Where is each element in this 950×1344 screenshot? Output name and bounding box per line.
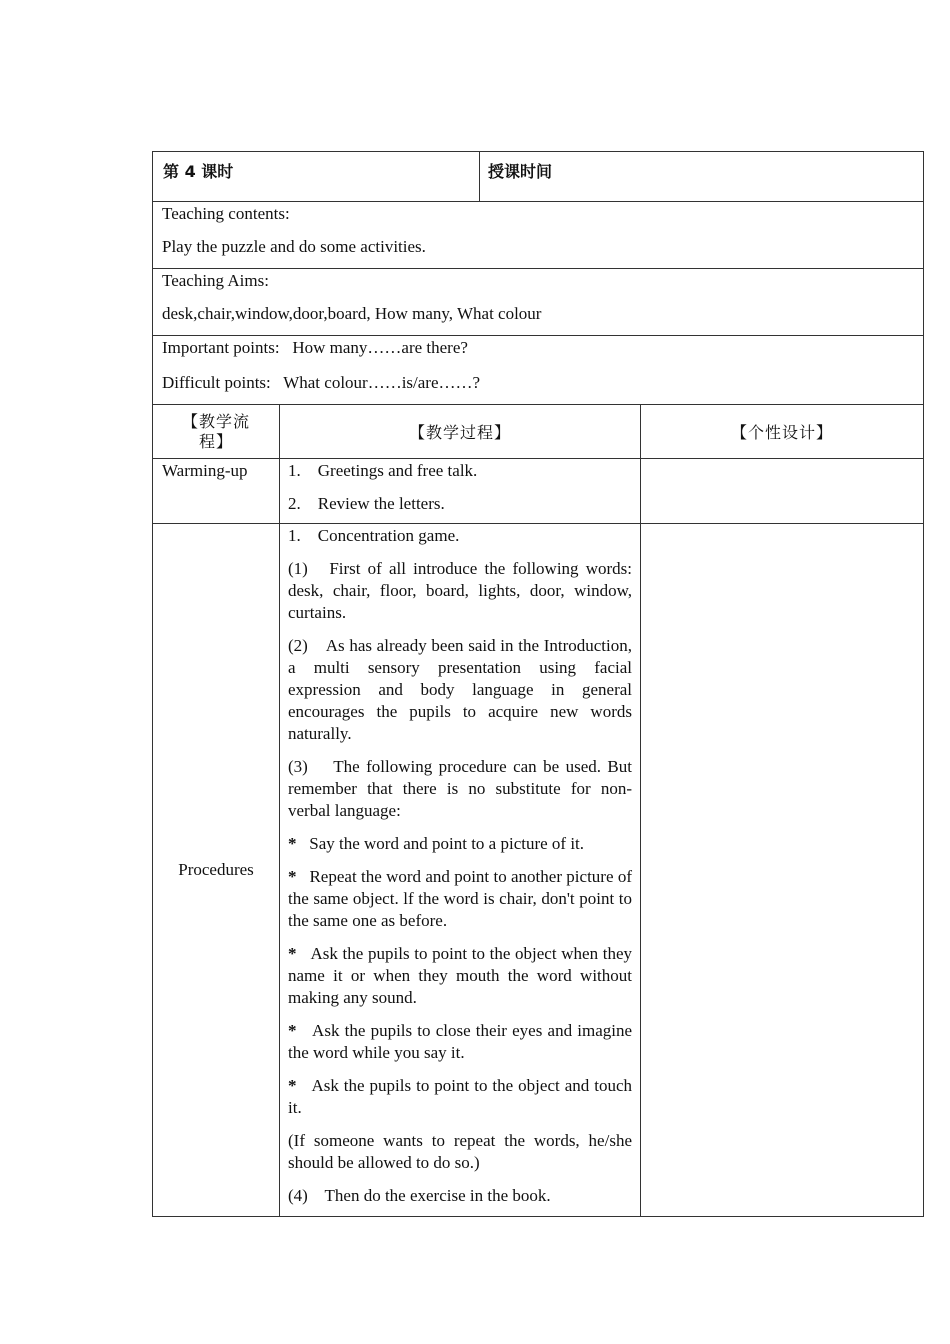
procedures-design-cell bbox=[641, 524, 924, 1217]
teaching-aims-label: Teaching Aims: bbox=[162, 271, 269, 290]
note: (If someone wants to repeat the words, he/she should be allowed to do so.) bbox=[288, 1131, 632, 1172]
warmup-design-cell bbox=[641, 459, 924, 524]
list-item: 1. Greetings and free talk. bbox=[288, 461, 478, 480]
paragraph: (4) Then do the exercise in the book. bbox=[288, 1186, 551, 1205]
teaching-aims-cell bbox=[153, 269, 924, 336]
warmup-process-cell bbox=[280, 459, 641, 524]
teaching-aims-text: desk,chair,window,door,board, How many, What colour bbox=[162, 304, 542, 323]
bullet-star: * bbox=[288, 1021, 297, 1040]
warmup-stage-label: Warming-up bbox=[162, 461, 248, 480]
bullet-star: * bbox=[288, 944, 297, 963]
difficult-points: Difficult points: What colour……is/are……? bbox=[162, 373, 481, 392]
column-header-flow: 【教学流程】 bbox=[153, 405, 280, 459]
lesson-plan bbox=[152, 151, 923, 1217]
paragraph: (3) The following procedure can be used. But remember that there is no substitute for non-verbal language: bbox=[288, 757, 637, 820]
teaching-contents-cell bbox=[153, 202, 924, 269]
key-points-cell bbox=[153, 336, 924, 405]
lesson-number: 第 4 课时 bbox=[163, 162, 234, 181]
bullet-item bbox=[288, 866, 632, 932]
list-item: 1. Concentration game. bbox=[288, 526, 460, 545]
paragraph: (2) As has already been said in the Introduction, a multi sensory presentation using facial expression and body language in general encourages the pupils to acquire new words naturally. bbox=[288, 636, 637, 743]
list-item: 2. Review the letters. bbox=[288, 494, 445, 513]
bullet-item bbox=[288, 833, 632, 855]
paragraph: (1) First of all introduce the following words: desk, chair, floor, board, lights, door, window, curtains. bbox=[288, 559, 637, 622]
bullet-star: * bbox=[288, 867, 297, 886]
bullet-star: * bbox=[288, 1076, 297, 1095]
bullet-text: Say the word and point to a picture of it. bbox=[309, 834, 585, 853]
procedures-stage-cell bbox=[153, 524, 280, 1217]
column-header-design: 【个性设计】 bbox=[641, 405, 924, 459]
procedures-stage-label: Procedures bbox=[178, 860, 254, 879]
bullet-text: Ask the pupils to close their eyes and imagine the word while you say it. bbox=[288, 1021, 633, 1062]
bullet-text: Repeat the word and point to another picture of the same object. lf the word is chair, don't point to the same one as before. bbox=[288, 867, 632, 930]
lesson-number-cell bbox=[153, 152, 480, 202]
lesson-table bbox=[152, 151, 924, 1217]
bullet-star: * bbox=[288, 834, 297, 853]
teaching-contents-label: Teaching contents: bbox=[162, 204, 290, 223]
column-header-process: 【教学过程】 bbox=[280, 405, 641, 459]
bullet-item bbox=[288, 1075, 632, 1119]
teaching-time-label: 授课时间 bbox=[488, 162, 553, 181]
bullet-text: Ask the pupils to point to the object when they name it or when they mouth the word without making any sound. bbox=[288, 944, 633, 1007]
bullet-item bbox=[288, 943, 632, 1009]
teaching-contents-text: Play the puzzle and do some activities. bbox=[162, 237, 426, 256]
warmup-stage-cell bbox=[153, 459, 280, 524]
procedures-process-cell bbox=[280, 524, 641, 1217]
bullet-text: Ask the pupils to point to the object and touch it. bbox=[288, 1076, 632, 1117]
bullet-item bbox=[288, 1020, 632, 1064]
teaching-time-cell bbox=[480, 152, 924, 202]
important-points: Important points: How many……are there? bbox=[162, 338, 468, 357]
